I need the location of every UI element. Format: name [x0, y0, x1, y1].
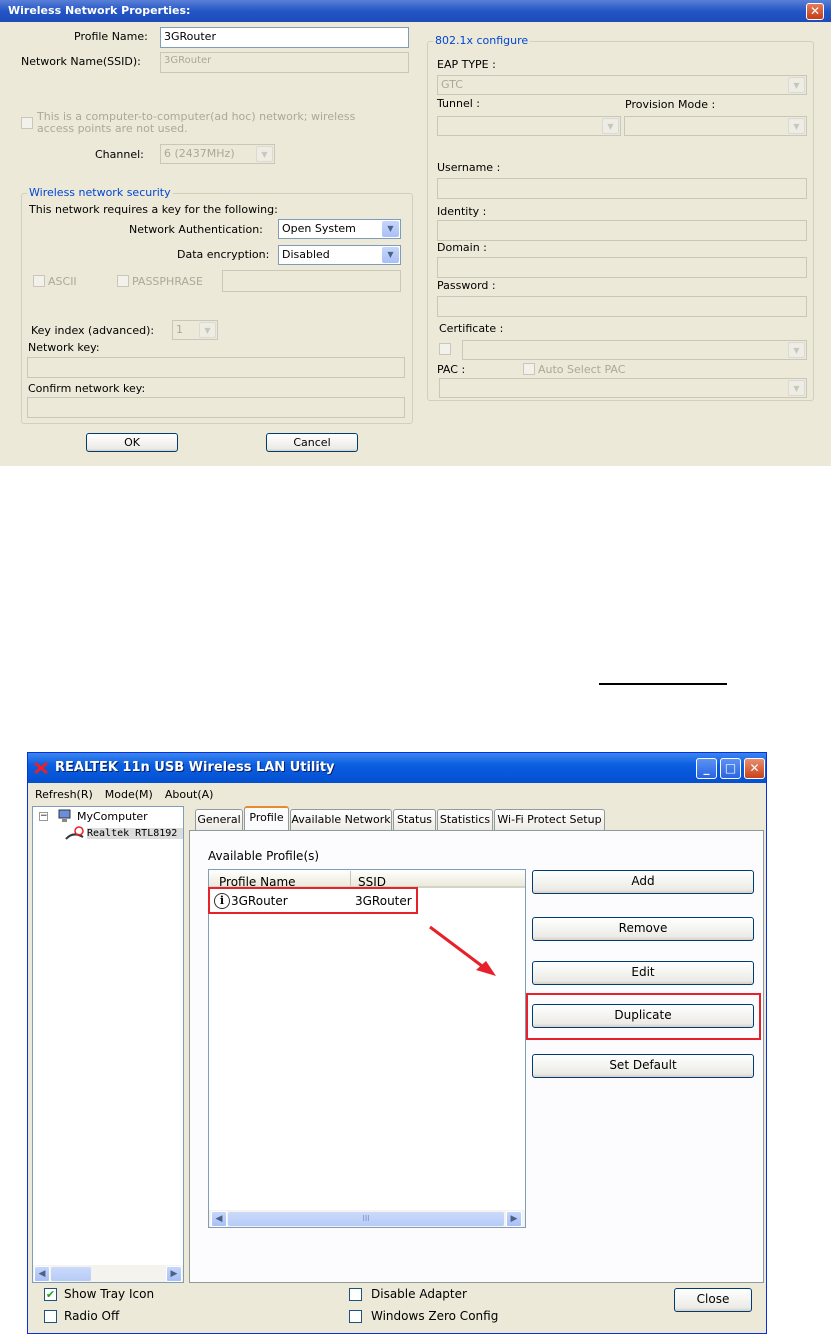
- show-tray-icon-label: Show Tray Icon: [64, 1287, 155, 1301]
- window-title: REALTEK 11n USB Wireless LAN Utility: [28, 753, 766, 783]
- channel-select[interactable]: [160, 144, 275, 164]
- auth-value: Open System: [282, 222, 356, 235]
- pac-select[interactable]: [439, 378, 807, 398]
- column-ssid[interactable]: SSID: [358, 875, 387, 889]
- chevron-down-icon: ▼: [788, 77, 805, 93]
- channel-value: 6 (2437MHz): [164, 147, 235, 160]
- tree-scroll-thumb[interactable]: [51, 1267, 91, 1281]
- chevron-down-icon: ▼: [788, 380, 805, 396]
- close-button[interactable]: Close: [674, 1288, 752, 1312]
- realtek-utility-window: [27, 752, 767, 1334]
- available-profiles-label: Available Profile(s): [208, 849, 320, 863]
- adhoc-checkbox[interactable]: [21, 117, 33, 129]
- encryption-label: Data encryption:: [177, 248, 270, 261]
- key-index-select[interactable]: [172, 320, 218, 340]
- tab-status[interactable]: Status: [393, 809, 436, 830]
- wireless-network-properties-dialog: [0, 0, 831, 466]
- ssid-input[interactable]: 3GRouter: [160, 52, 409, 73]
- chevron-down-icon: ▼: [788, 118, 805, 134]
- info-icon: i: [214, 893, 230, 909]
- tree-root-label[interactable]: MyComputer: [77, 810, 148, 823]
- eap-type-value: GTC: [441, 78, 463, 91]
- close-icon[interactable]: ✕: [806, 3, 824, 20]
- auto-pac-checkbox[interactable]: [523, 363, 535, 375]
- minimize-icon[interactable]: _: [696, 758, 717, 779]
- radio-off-label: Radio Off: [64, 1309, 120, 1323]
- tree-child-label[interactable]: Realtek RTL8192: [87, 828, 183, 839]
- confirm-key-input[interactable]: [27, 397, 405, 418]
- dialog-title: Wireless Network Properties:: [0, 0, 831, 22]
- computer-icon: [58, 809, 71, 823]
- highlight-box-duplicate: [526, 993, 761, 1040]
- cancel-button[interactable]: Cancel: [266, 433, 358, 452]
- tunnel-label: Tunnel :: [437, 97, 480, 110]
- passphrase-label: PASSPHRASE: [132, 275, 203, 288]
- auto-pac-label: Auto Select PAC: [538, 363, 626, 376]
- network-key-input[interactable]: [27, 357, 405, 378]
- ok-button[interactable]: OK: [86, 433, 178, 452]
- key-index-label: Key index (advanced):: [31, 324, 155, 337]
- tree-collapse-icon[interactable]: −: [40, 811, 48, 821]
- tab-general[interactable]: General: [195, 809, 243, 830]
- profile-name-input[interactable]: 3GRouter: [160, 27, 409, 48]
- scroll-right-icon[interactable]: ▶: [166, 1266, 182, 1282]
- chevron-down-icon: ▼: [382, 247, 399, 263]
- chevron-down-icon: ▼: [199, 322, 216, 338]
- radio-off-checkbox[interactable]: [44, 1310, 57, 1323]
- scroll-left-icon[interactable]: ◀: [211, 1211, 227, 1227]
- chevron-down-icon: ▼: [788, 342, 805, 358]
- edit-button[interactable]: Edit: [532, 961, 754, 985]
- disable-adapter-label: Disable Adapter: [371, 1287, 467, 1301]
- security-desc: This network requires a key for the following:: [29, 203, 278, 216]
- red-arrow-annotation: [426, 923, 502, 981]
- add-button[interactable]: Add: [532, 870, 754, 894]
- scroll-left-icon[interactable]: ◀: [34, 1266, 50, 1282]
- ascii-label: ASCII: [48, 275, 77, 288]
- profile-name-label: Profile Name:: [74, 30, 148, 43]
- disable-adapter-checkbox[interactable]: [349, 1288, 362, 1301]
- adapter-icon: [65, 825, 85, 841]
- close-icon[interactable]: ✕: [744, 758, 765, 779]
- channel-label: Channel:: [95, 148, 144, 161]
- ascii-checkbox[interactable]: [33, 275, 45, 287]
- security-group-title: Wireless network security: [29, 186, 171, 199]
- row-ssid[interactable]: 3GRouter: [355, 894, 412, 908]
- chevron-down-icon: ▼: [382, 221, 399, 237]
- dot1x-group-title: 802.1x configure: [435, 34, 529, 47]
- encryption-select[interactable]: [278, 245, 401, 265]
- duplicate-button[interactable]: Duplicate: [532, 1004, 754, 1028]
- password-input[interactable]: [437, 296, 807, 317]
- eap-type-label: EAP TYPE :: [437, 58, 496, 71]
- maximize-icon[interactable]: □: [720, 758, 741, 779]
- list-scroll-thumb[interactable]: III: [228, 1212, 504, 1226]
- domain-label: Domain :: [437, 241, 487, 254]
- app-icon: [33, 761, 49, 775]
- confirm-key-label: Confirm network key:: [28, 382, 146, 395]
- remove-button[interactable]: Remove: [532, 917, 754, 941]
- identity-label: Identity :: [437, 205, 487, 218]
- key-index-value: 1: [176, 323, 183, 336]
- pac-label: PAC :: [437, 363, 466, 376]
- adhoc-label: This is a computer-to-computer(ad hoc) network; wireless access points are not used.: [37, 110, 356, 135]
- menu-mode[interactable]: Mode(M): [104, 788, 153, 801]
- tab-statistics[interactable]: Statistics: [437, 809, 493, 830]
- domain-input[interactable]: [437, 257, 807, 278]
- show-tray-icon-checkbox[interactable]: ✔: [45, 1288, 56, 1301]
- encryption-value: Disabled: [282, 248, 330, 261]
- identity-input[interactable]: [437, 220, 807, 241]
- provision-mode-select[interactable]: [624, 116, 807, 136]
- eap-type-select[interactable]: [437, 75, 807, 95]
- underline-mark: [599, 683, 727, 685]
- username-input[interactable]: [437, 178, 807, 199]
- tab-profile[interactable]: Profile: [244, 806, 289, 831]
- password-label: Password :: [437, 279, 496, 292]
- row-profile-name[interactable]: 3GRouter: [231, 894, 288, 908]
- certificate-label: Certificate :: [439, 322, 504, 335]
- menu-bar: [35, 788, 225, 801]
- chevron-down-icon: ▼: [256, 146, 273, 162]
- tunnel-select[interactable]: [437, 116, 621, 136]
- highlight-box-profile-row: [208, 887, 418, 914]
- menu-refresh[interactable]: Refresh(R): [35, 788, 93, 801]
- menu-about[interactable]: About(A): [164, 788, 214, 801]
- chevron-down-icon: ▼: [602, 118, 619, 134]
- passphrase-input[interactable]: [222, 270, 401, 292]
- column-profile-name[interactable]: Profile Name: [219, 875, 296, 889]
- column-divider: [350, 871, 351, 886]
- device-tree[interactable]: [32, 806, 184, 1283]
- passphrase-checkbox[interactable]: [117, 275, 129, 287]
- windows-zero-config-checkbox[interactable]: [349, 1310, 362, 1323]
- tab-available-network[interactable]: Available Network: [290, 809, 392, 830]
- ssid-label: Network Name(SSID):: [21, 55, 141, 68]
- set-default-button[interactable]: Set Default: [532, 1054, 754, 1078]
- tab-wifi-protect-setup[interactable]: Wi-Fi Protect Setup: [494, 809, 605, 830]
- auth-label: Network Authentication:: [129, 223, 263, 236]
- provision-mode-label: Provision Mode :: [625, 98, 716, 111]
- username-label: Username :: [437, 161, 501, 174]
- windows-zero-config-label: Windows Zero Config: [371, 1309, 499, 1323]
- scroll-right-icon[interactable]: ▶: [506, 1211, 522, 1227]
- certificate-checkbox[interactable]: [439, 343, 451, 355]
- auth-select[interactable]: [278, 219, 401, 239]
- certificate-select[interactable]: [462, 340, 807, 360]
- network-key-label: Network key:: [28, 341, 100, 354]
